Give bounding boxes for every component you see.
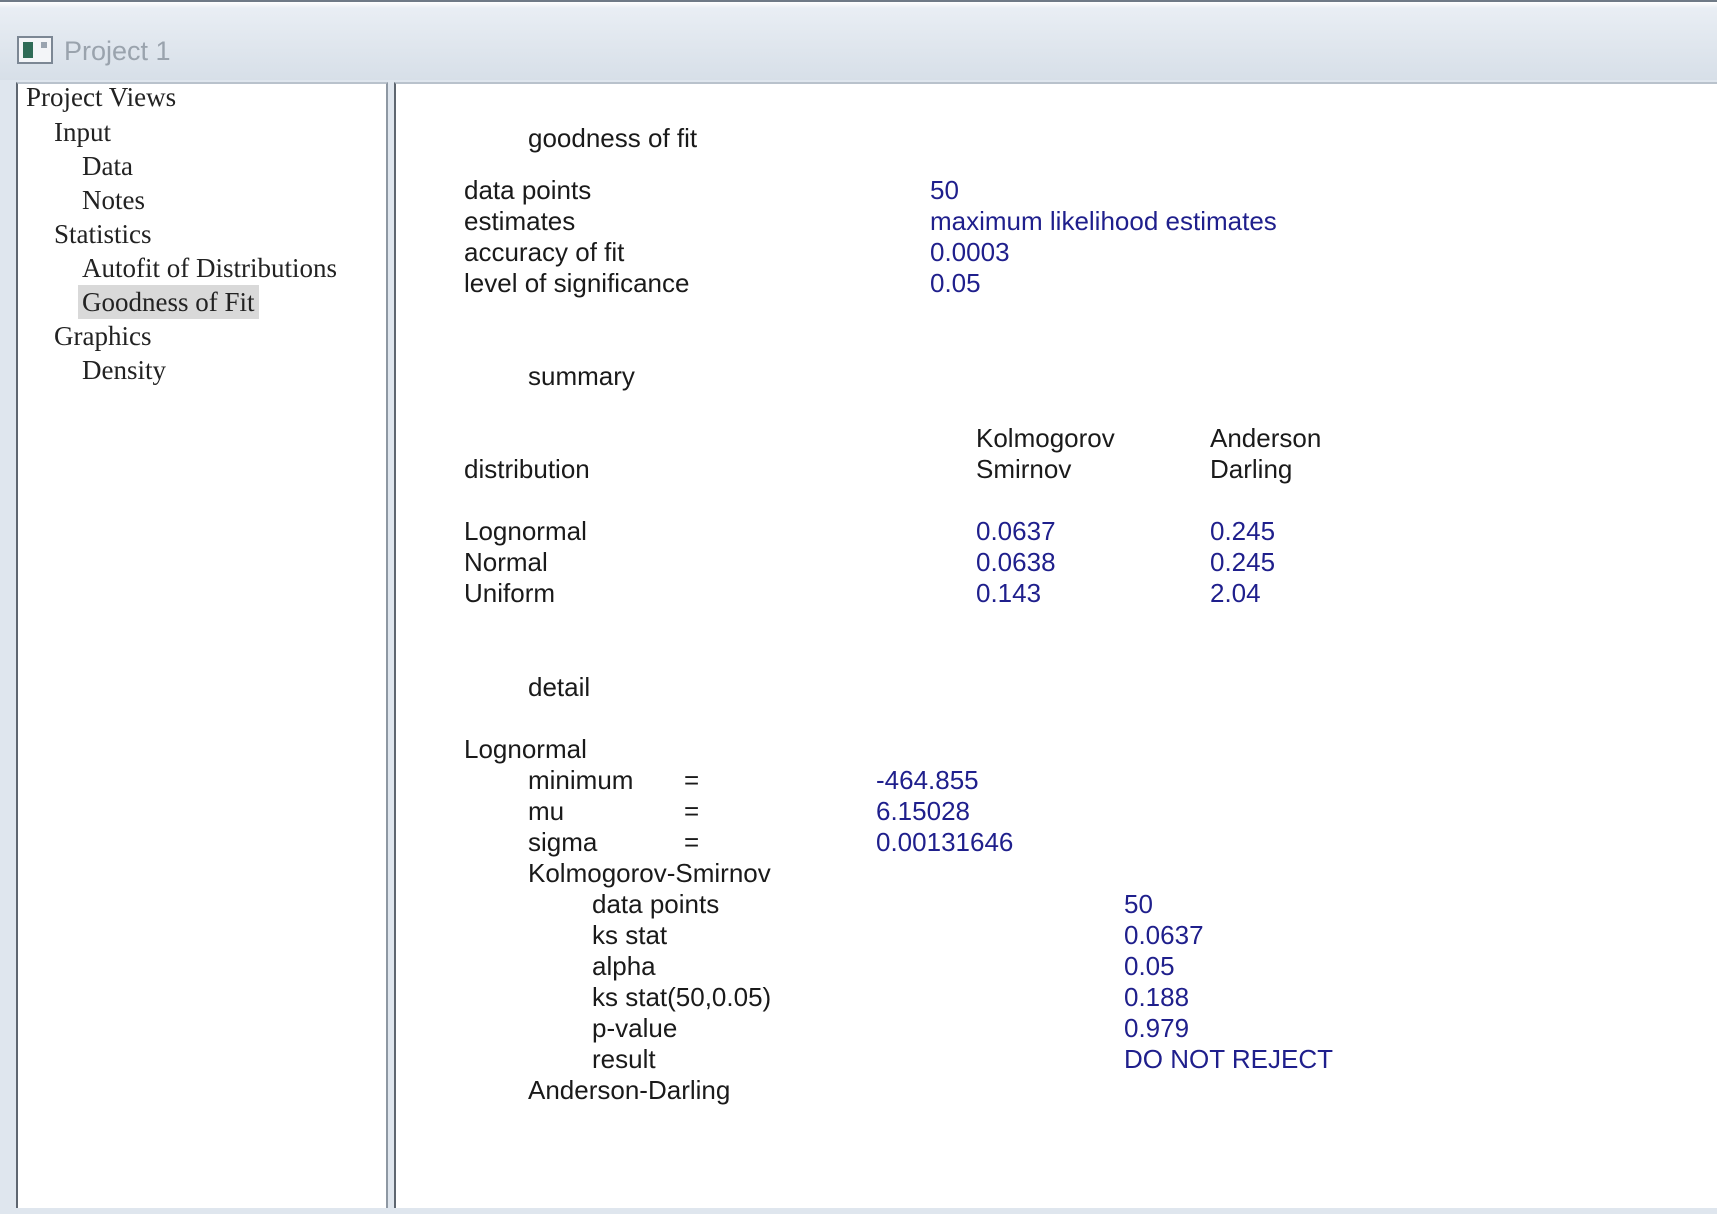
detail-param-label: mu xyxy=(528,796,565,826)
summary-row-ks: 0.0637 xyxy=(976,516,1056,546)
tree-item-autofit-of-distributions[interactable]: Autofit of Distributions xyxy=(82,253,337,283)
param-label: data points xyxy=(464,175,592,205)
param-label: estimates xyxy=(464,206,576,236)
param-value: 0.0003 xyxy=(930,237,1010,267)
param-value: 0.05 xyxy=(930,268,981,298)
window-bottom-border xyxy=(0,1208,1717,1214)
report-heading: goodness of fit xyxy=(528,123,698,153)
detail-distribution: Lognormal xyxy=(464,734,587,764)
summary-row-ad: 2.04 xyxy=(1210,578,1261,608)
summary-row-ad: 0.245 xyxy=(1210,516,1276,546)
column-header-ks-line2: Smirnov xyxy=(976,454,1072,484)
project-views-panel xyxy=(16,82,388,1208)
summary-row-ks: 0.0638 xyxy=(976,547,1056,577)
equals-sign: = xyxy=(684,765,700,795)
ks-row-value: 0.0637 xyxy=(1124,920,1204,950)
column-header-ad-line2: Darling xyxy=(1210,454,1293,484)
tree-item-data[interactable]: Data xyxy=(82,151,133,181)
window-app-icon[interactable] xyxy=(17,36,53,64)
param-label: accuracy of fit xyxy=(464,237,625,267)
ks-result-value: DO NOT REJECT xyxy=(1124,1044,1333,1074)
title-bar[interactable] xyxy=(0,0,1717,80)
param-value: 50 xyxy=(930,175,959,205)
ks-row-value: 0.188 xyxy=(1124,982,1190,1012)
column-header-distribution: distribution xyxy=(464,454,590,484)
equals-sign: = xyxy=(684,796,700,826)
ks-row-value: 0.979 xyxy=(1124,1013,1190,1043)
app-icon-bar xyxy=(23,42,33,58)
tree-item-input[interactable]: Input xyxy=(54,117,111,147)
equals-sign: = xyxy=(684,827,700,857)
ks-row-label: result xyxy=(592,1044,656,1074)
ks-row-label: ks stat(50,0.05) xyxy=(592,982,772,1012)
summary-row-ad: 0.245 xyxy=(1210,547,1276,577)
ks-test-title: Kolmogorov-Smirnov xyxy=(528,858,771,888)
tree-item-density[interactable]: Density xyxy=(82,355,166,385)
ks-row-label: ks stat xyxy=(592,920,668,950)
param-label: level of significance xyxy=(464,268,690,298)
detail-param-value: -464.855 xyxy=(876,765,979,795)
ks-row-label: data points xyxy=(592,889,720,919)
tree-root-project-views[interactable]: Project Views xyxy=(26,82,177,112)
ks-row-value: 50 xyxy=(1124,889,1153,919)
app-icon-dot xyxy=(41,42,47,48)
window-title: Project 1 xyxy=(64,36,171,66)
ks-row-value: 0.05 xyxy=(1124,951,1175,981)
summary-row-distribution: Lognormal xyxy=(464,516,587,546)
detail-param-value: 0.00131646 xyxy=(876,827,1014,857)
summary-heading: summary xyxy=(528,361,635,391)
tree-item-graphics[interactable]: Graphics xyxy=(54,321,152,351)
column-header-ad-line1: Anderson xyxy=(1210,423,1322,453)
summary-row-distribution: Uniform xyxy=(464,578,556,608)
detail-param-label: sigma xyxy=(528,827,598,857)
ks-row-label: p-value xyxy=(592,1013,678,1043)
tree-item-notes[interactable]: Notes xyxy=(82,185,145,215)
param-value: maximum likelihood estimates xyxy=(930,206,1277,236)
tree-item-statistics[interactable]: Statistics xyxy=(54,219,152,249)
ad-test-title: Anderson-Darling xyxy=(528,1075,731,1105)
tree-item-goodness-of-fit[interactable]: Goodness of Fit xyxy=(78,285,259,319)
report-view[interactable] xyxy=(394,82,1717,1208)
ks-row-label: alpha xyxy=(592,951,656,981)
detail-heading: detail xyxy=(528,672,591,702)
detail-param-label: minimum xyxy=(528,765,634,795)
summary-row-ks: 0.143 xyxy=(976,578,1042,608)
summary-row-distribution: Normal xyxy=(464,547,548,577)
detail-param-value: 6.15028 xyxy=(876,796,970,826)
column-header-ks-line1: Kolmogorov xyxy=(976,423,1115,453)
